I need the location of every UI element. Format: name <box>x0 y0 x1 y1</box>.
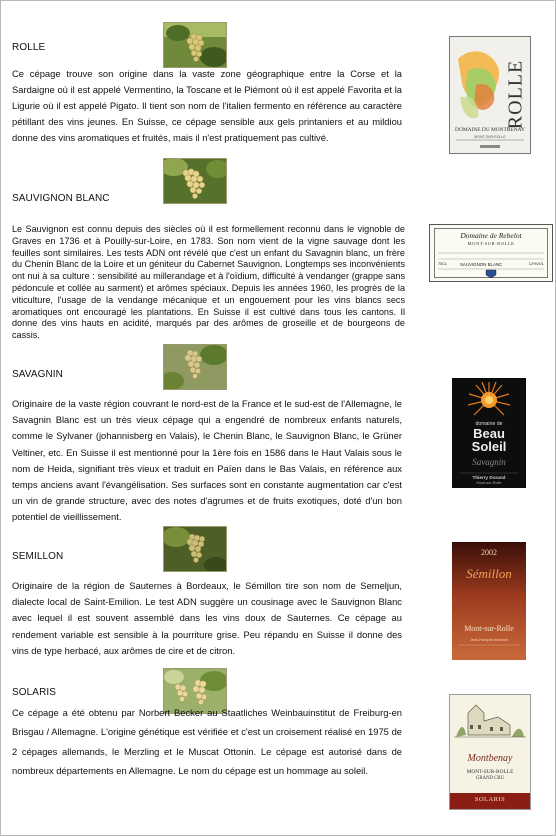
section-text-sauvignon-blanc: Le Sauvignon est connu depuis des siècles où il est formellement reconnu dans le vignoble de Graves en 1736 et à Pouilly-sur-Loire, en 1783. Son nom vient de la vigne sauvage dont les feuilles sont similaires. Les tests ADN ont révélé que c'est un enfant du Savagnin blanc, un frère du Chenin Blanc de la Loire et un géniteur du Cabernet Sauvignon. Longtemps ses inconvénients ont nui à sa culture : sensibilité au millerandage et à l'oïdium, difficulté à vendanger (grappe sans pédoncule et collée au sarment) et arômes spéciaux. Depuis les années 1960, les progrès de la viticulture, l'usage de la vendange mécanique et un engouement pour les vins blancs secs aromatiques ont encouragé les plantations. En Suisse il est cultivé dans tous les cantons. Il donne des vins hauts en acidité, marqués par des arômes de groseille et de bourgeons de cassis. <box>12 224 405 341</box>
label-semillon-place: Mont-sur-Rolle <box>464 624 514 633</box>
label-sauvignon-wine: SAUVIGNON BLANC <box>460 262 503 267</box>
section-title-sauvignon-blanc: SAUVIGNON BLANC <box>12 193 110 204</box>
label-solaris-cru: GRAND CRU <box>475 776 505 781</box>
label-solaris-wine: SOLARIS <box>474 796 506 803</box>
section-title-semillon: SEMILLON <box>12 551 64 562</box>
grape-photo-sauvignon-blanc <box>163 158 227 204</box>
label-semillon-owner: Jean-François Monnard <box>470 638 508 642</box>
label-savagnin-place: Mont-sur-Rolle <box>476 481 502 485</box>
label-savagnin-name1: Beau <box>473 426 505 441</box>
label-solaris-place: MONT-SUR-ROLLE <box>466 769 514 775</box>
label-sauvignon-volume: 75CL <box>438 262 448 266</box>
section-title-savagnin: SAVAGNIN <box>12 369 63 380</box>
wine-label-savagnin <box>452 378 526 488</box>
section-title-rolle: ROLLE <box>12 42 46 53</box>
wine-label-semillon <box>452 542 526 660</box>
wine-label-solaris <box>449 694 531 810</box>
label-solaris-domain: Montbenay <box>467 753 513 764</box>
grape-photo-semillon <box>163 526 227 572</box>
grape-photo-savagnin <box>163 344 227 390</box>
section-text-savagnin: Originaire de la vaste région couvrant le nord-est de la France et le sud-est de l'Allemagne, le Savagnin Blanc est un très vieux cépage qui a engendré de nombreux enfants naturels, comme le Sylvaner (johannisberg en Valais), le Chenin Blanc, le Sauvignon Blanc, le Grüner Veltiner, etc. En Suisse il est mentionné pour la 1ère fois en 1586 dans le Haut Valais sous le nom de Heida, signifiant très vieux et traduit en Païen dans le Bas Valais, en référence aux temps anciens avant l'évangélisation. Ses surfaces sont en constante augmentation car c'est un vin de grande structure, avec des notes d'agrumes et de fruits exotiques, doté d'un bon potentiel de vieillissement. <box>12 398 402 523</box>
label-savagnin-name2: Soleil <box>471 439 507 454</box>
label-savagnin-owner: Thierry Dorand <box>472 475 506 480</box>
label-savagnin-wine: Savagnin <box>472 457 506 467</box>
section-text-semillon: Originaire de la région de Sauternes à Bordeaux, le Sémillon tire son nom de Semeljun, dialecte local de Saint-Emilion. Le test ADN suggère un cousinage avec le Sauvignon Blanc avec lequel il est souvent assemblé dans les vins doux de Sauternes. Ce cépage au rendement variable est sensible à la pourriture grise. Peu répandu en Suisse il donne des vins de type herbacé, aux arômes de cire et de citron. <box>12 580 402 656</box>
label-semillon-year: 2002 <box>481 548 497 557</box>
section-text-rolle: Ce cépage trouve son origine dans la vaste zone géographique entre la Corse et la Sardaigne où il est appelé Vermentino, la Toscane et le Piémont où il est appelé Favorita et la Ligurie où il est appelé Pigato. Il tient son nom de l'italien fermento en référence au caractère pétillant des vins jeunes. En Suisse, ce cépage sensible aux gels printaniers et au mildiou donne des vins aromatiques et fruités, mais il n'est pratiquement pas cultivé. <box>12 68 402 143</box>
label-rolle-place: MONT-SUR-ROLLE <box>474 135 506 139</box>
label-sauvignon-place: MONT-SUR-ROLLE <box>467 241 515 246</box>
section-title-solaris: SOLARIS <box>12 687 57 698</box>
wine-label-sauvignon-blanc <box>429 224 553 282</box>
label-sauvignon-domain: Domaine de Rebelot <box>460 231 522 240</box>
label-savagnin-prefix: domaine de <box>475 421 503 427</box>
grape-photo-rolle <box>163 22 227 68</box>
label-rolle-name: ROLLE <box>504 59 527 130</box>
label-semillon-wine: Sémillon <box>466 566 512 581</box>
section-text-solaris: Ce cépage a été obtenu par Norbert Becker au Staatliches Weinbauinstitut de Freiburg-en Brisgau / Allemagne. L'origine génétique est vérifiée et c'est un croisement réalisé en 1975 de 2 cépages allemands, le Merzling et le Muscat Ottonin. Le cépage est autorisé dans de nombreux départements en Allemagne. Le nom du cépage est un hommage au soleil. <box>12 707 402 776</box>
label-sauvignon-alcohol: 12%VOL <box>528 262 544 266</box>
wine-label-rolle <box>449 36 531 154</box>
label-rolle-domain: DOMAINE DU MONTBENAY <box>455 127 525 133</box>
